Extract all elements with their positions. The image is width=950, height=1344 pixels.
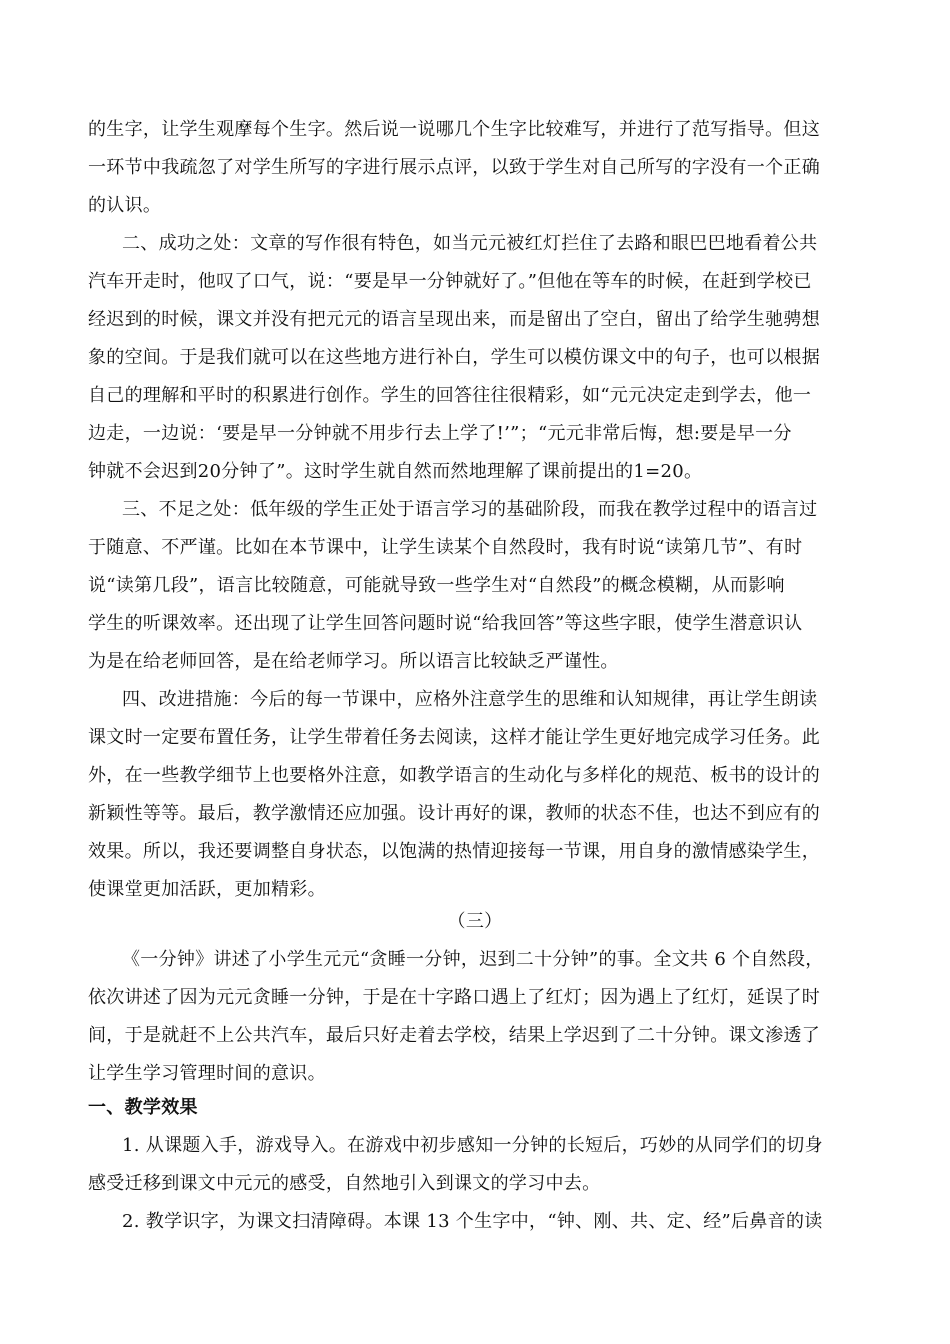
text-line: 感受迁移到课文中元元的感受，自然地引入到课文的学习中去。 [88,1173,601,1194]
text-line: 边走，一边说：‘要是早一分钟就不用步行去上学了!’”；“元元非常后悔，想:要是早一分 [88,423,792,444]
text-line: 的生字，让学生观摩每个生字。然后说一说哪几个生字比较难写，并进行了范写指导。但这 [88,119,820,140]
paragraph-first-line: 《一分钟》讲述了小学生元元“贪睡一分钟，迟到二十分钟”的事。全文共 6 个自然段， [122,949,824,970]
section-title: （三） [447,911,503,932]
paragraph-heading: 二、成功之处：文章的写作很有特色，如当元元被红灯拦住了去路和眼巴巴地看着公共 [122,233,818,254]
paragraph-heading: 四、改进措施：今后的每一节课中，应格外注意学生的思维和认知规律，再让学生朗读 [122,689,818,710]
text-line: 课文时一定要布置任务，让学生带着任务去阅读，这样才能让学生更好地完成学习任务。此 [88,727,820,748]
text-line: 于随意、不严谨。比如在本节课中，让学生读某个自然段时，我有时说“读第几节”、有时 [88,537,803,558]
text-line: 使课堂更加活跃，更加精彩。 [88,879,326,900]
text-line: 学生的听课效率。还出现了让学生回答问题时说“给我回答”等这些字眼，使学生潜意识认 [88,613,803,634]
text-line: 经迟到的时候，课文并没有把元元的语言呈现出来，而是留出了空白，留出了给学生驰骋想 [88,309,820,330]
text-line: 效果。所以，我还要调整自身状态，以饱满的热情迎接每一节课，用自身的激情感染学生， [88,841,820,862]
text-line: 自己的理解和平时的积累进行创作。学生的回答往往很精彩，如“元元决定走到学去，他一 [88,385,812,406]
text-line: 为是在给老师回答，是在给老师学习。所以语言比较缺乏严谨性。 [88,651,619,672]
paragraph-heading: 三、不足之处：低年级的学生正处于语言学习的基础阶段，而我在教学过程中的语言过 [122,499,818,520]
list-item: 2. 教学识字，为课文扫清障碍。本课 13 个生字中，“钟、刚、共、定、经”后鼻音的读 [122,1211,823,1232]
list-item: 1. 从课题入手，游戏导入。在游戏中初步感知一分钟的长短后，巧妙的从同学们的切身 [122,1135,823,1156]
text-line: 新颖性等等。最后，教学激情还应加强。设计再好的课，教师的状态不佳，也达不到应有的 [88,803,820,824]
text-line: 一环节中我疏忽了对学生所写的字进行展示点评，以致于学生对自己所写的字没有一个正确 [88,157,820,178]
text-line: 象的空间。于是我们就可以在这些地方进行补白，学生可以模仿课文中的句子，也可以根据 [88,347,820,368]
text-line: 的认识。 [88,195,162,216]
text-line: 说“读第几段”，语言比较随意，可能就导致一些学生对“自然段”的概念模糊，从而影响 [88,575,785,596]
text-line: 外，在一些教学细节上也要格外注意，如教学语言的生动化与多样化的规范、板书的设计的 [88,765,820,786]
text-line: 汽车开走时，他叹了口气，说：“要是早一分钟就好了。”但他在等车的时候，在赶到学校已 [88,271,812,292]
text-line: 依次讲述了因为元元贪睡一分钟，于是在十字路口遇上了红灯；因为遇上了红灯，延误了时 [88,987,820,1008]
text-line: 钟就不会迟到20分钟了”。这时学生就自然而然地理解了课前提出的1=20。 [88,461,703,482]
text-line: 间，于是就赶不上公共汽车，最后只好走着去学校，结果上学迟到了二十分钟。课文渗透了 [88,1025,820,1046]
text-line: 让学生学习管理时间的意识。 [88,1063,326,1084]
section-heading: 一、教学效果 [88,1097,198,1118]
